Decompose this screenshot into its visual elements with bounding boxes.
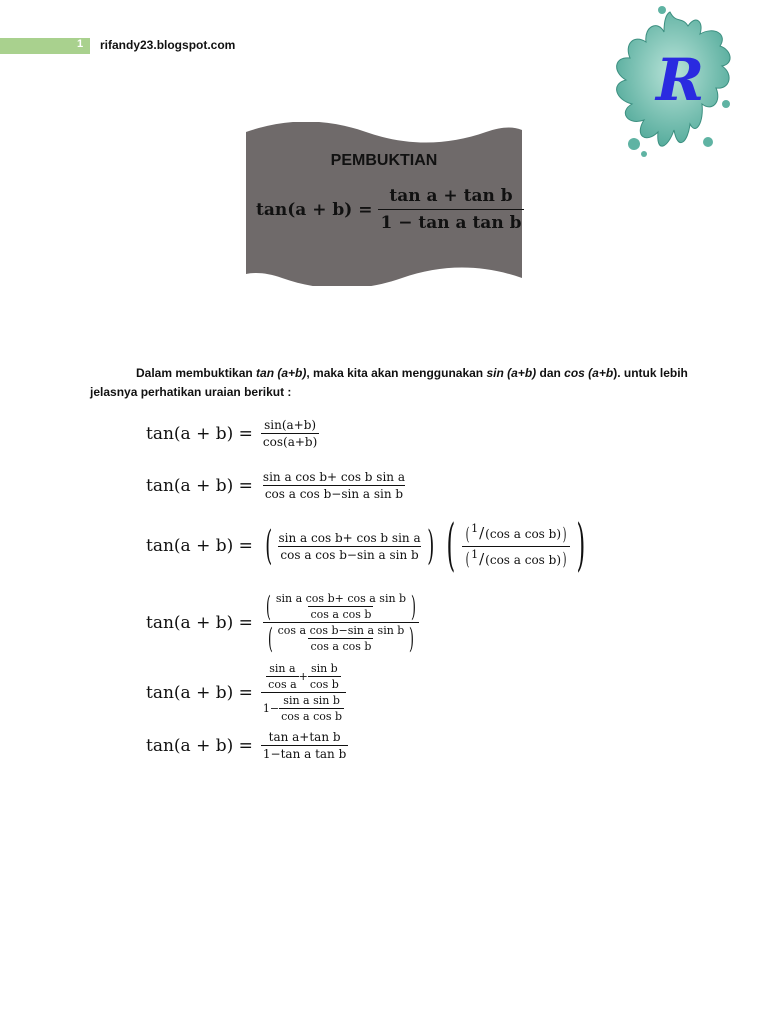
numerator: $\frac{\text{sin a}}{\text{cos a}}$ + $\frac{\text{sin b}}{\text{cos b}}$: [268, 662, 339, 691]
page-number: 1: [76, 38, 84, 50]
fraction: [261, 662, 346, 723]
equation-3: [146, 513, 592, 578]
fraction: [462, 522, 570, 570]
numerator: sin a cos b+ cos b sin a: [262, 470, 405, 484]
fraction: [261, 470, 407, 501]
denominator: 1− $\frac{\text{sin a sin b}}{\text{cos a cos b}}$: [261, 692, 346, 723]
equation-lhs: tan(a + b) =: [146, 682, 253, 703]
intro-text-3: dan: [536, 366, 565, 380]
first-factor: ( $\frac{\text{sin a cos b+ cos b sin a}}{\text{cos a cos b−sin a sin b}}$ ): [265, 523, 434, 569]
intro-text-1: Dalam membuktikan: [136, 366, 257, 380]
denominator: cos a cos b−sin a sin b: [264, 487, 404, 501]
intro-em-2: sin (a+b): [486, 366, 537, 380]
denominator: ( 1/(cos a cos b)): [462, 546, 570, 571]
numerator: ( $\frac{\text{sin a cos b+ cos a sin b}}{\text{cos a cos b}}$ ): [265, 589, 417, 623]
fraction: [261, 589, 421, 655]
denominator: ( $\frac{\text{cos a cos b−sin a sin b}}{\text{cos a cos b}}$ ): [263, 622, 420, 653]
banner-lhs: tan(a + b) =: [256, 199, 373, 220]
logo-letter: R: [656, 46, 705, 114]
equation-lhs: tan(a + b) =: [146, 612, 253, 633]
intro-text-4: ). untuk lebih jelasnya perhatikan uraian berikut :: [90, 366, 688, 399]
fraction: [261, 418, 319, 449]
intro-em-1: tan (a+b): [256, 366, 307, 380]
equation-2: [146, 470, 407, 501]
site-url: rifandy23.blogspot.com: [100, 38, 236, 52]
banner-title: PEMBUKTIAN: [330, 152, 438, 169]
denominator: cos a cos b−sin a sin b: [280, 547, 419, 562]
equation-lhs: tan(a + b) =: [146, 735, 253, 756]
intro-em-3: cos (a+b: [564, 366, 614, 380]
second-factor: ( $\frac{\text{( 1/(cos a cos b))}}{\text{( 1/(cos a cos b))}}$ ): [446, 513, 586, 578]
denominator: 1−tan a tan b: [262, 747, 347, 761]
banner-denominator: 1 − tan a tan b: [378, 209, 523, 233]
equation-lhs: tan(a + b) =: [146, 475, 253, 496]
equation-lhs: tan(a + b) =: [146, 536, 253, 556]
equation-6: [146, 730, 348, 761]
intro-text-2: , maka kita akan menggunakan: [306, 366, 487, 380]
numerator: tan a+tan b: [268, 730, 341, 744]
numerator: sin(a+b): [264, 418, 317, 432]
denominator: cos(a+b): [262, 435, 318, 449]
banner-equation: [256, 186, 524, 233]
numerator: ( 1/(cos a cos b)): [465, 522, 567, 545]
intro-paragraph: [90, 364, 690, 402]
banner-fraction: [378, 186, 523, 233]
equation-lhs: tan(a + b) =: [146, 423, 253, 444]
banner-numerator: tan a + tan b: [389, 186, 513, 206]
fraction: [277, 531, 423, 562]
fraction: [261, 730, 348, 761]
equation-5: [146, 662, 346, 723]
splash-logo: [604, 4, 736, 160]
numerator: sin a cos b+ cos b sin a: [278, 530, 421, 545]
equation-1: [146, 418, 319, 449]
equation-4: [146, 589, 421, 655]
